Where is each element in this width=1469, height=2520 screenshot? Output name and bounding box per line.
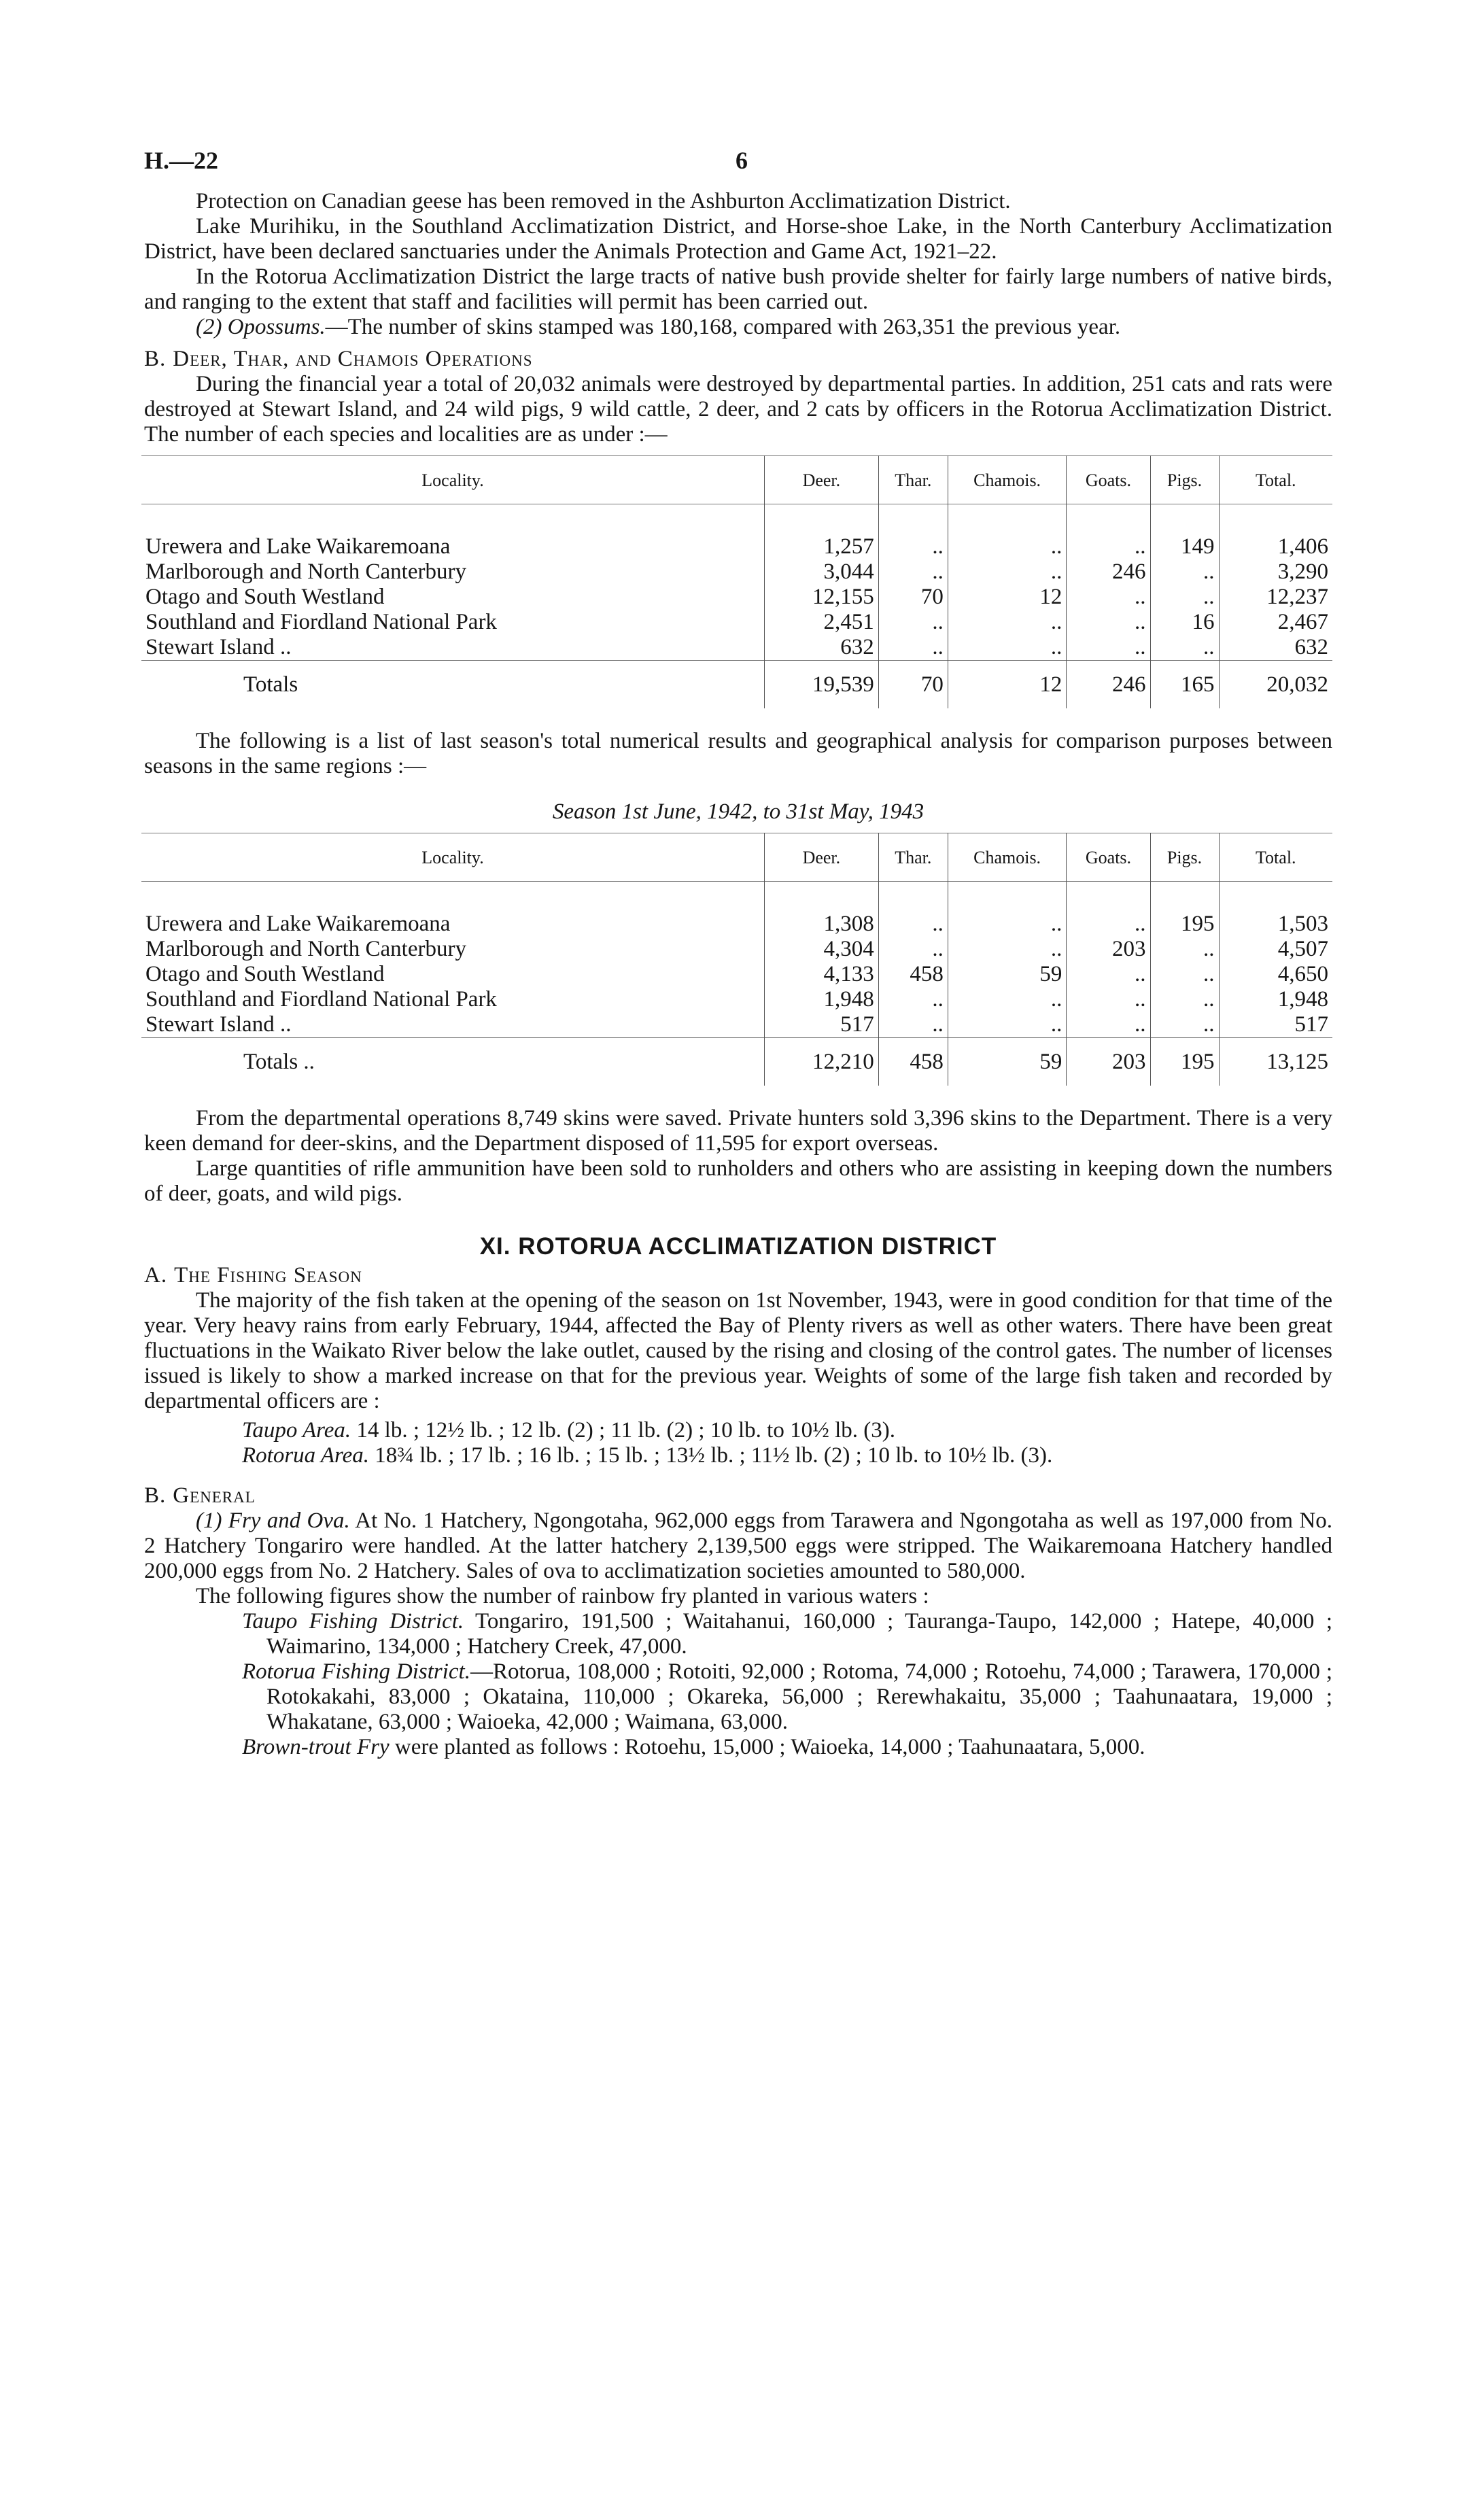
taupo-area-text: 14 lb. ; 12½ lb. ; 12 lb. (2) ; 11 lb. (2) ; 10 lb. to 10½ lb. (3). bbox=[351, 1418, 895, 1443]
paragraph-canadian-geese: Protection on Canadian geese has been removed in the Ashburton Acclimatization District. bbox=[196, 189, 1011, 213]
rotorua-area-weights bbox=[144, 1443, 1332, 1468]
table-row: Southland and Fiordland National Park 1,948 .. .. .. .. 1,948 bbox=[141, 987, 1332, 1012]
fry-and-ova-label: (1) Fry and Ova. bbox=[196, 1508, 350, 1533]
last-season-table bbox=[141, 833, 1332, 1086]
paragraph-ammunition: Large quantities of rifle ammunition have been sold to runholders and others who are assisting in keeping down the numbers of deer, goats, and wild pigs. bbox=[144, 1156, 1332, 1206]
section-b-general-heading bbox=[144, 1483, 1332, 1508]
table-row: Stewart Island .. 632 .. .. .. .. 632 bbox=[141, 635, 1332, 661]
section-a-title: The Fishing Season bbox=[174, 1263, 362, 1288]
brown-trout-fry-text: were planted as follows : Rotoehu, 15,000 ; Waioeka, 14,000 ; Taahunaatara, 5,000. bbox=[389, 1735, 1145, 1759]
col-locality: Locality. bbox=[421, 470, 484, 490]
taupo-area-label: Taupo Area. bbox=[242, 1418, 351, 1443]
paragraph-fry-and-ova bbox=[144, 1508, 1332, 1584]
rotorua-fishing-district-text: —Rotorua, 108,000 ; Rotoiti, 92,000 ; Rotoma, 74,000 ; Rotoehu, 74,000 ; Tarawera, 170,000 ; Rotokakahi, 83,000 ; Okataina, 110,000 ; Okareka, 56,000 ; Rerewhakaitu, 35,000 ; Taahunaatara, 19,000 ; Whakatane, 63,000 ; Waioeka, 42,000 ; Waimana, 63,000. bbox=[266, 1659, 1332, 1734]
table-row: Marlborough and North Canterbury 3,044 .. .. 246 .. 3,290 bbox=[141, 559, 1332, 585]
paragraph-animals-destroyed: During the financial year a total of 20,032 animals were destroyed by departmental parties. In addition, 251 cats and rats were destroyed at Stewart Island, and 24 wild pigs, 9 wild cattle, 2 deer, and 2 cats by officers in the Rotorua Acclimatization District. The number of each species and localities are as under :— bbox=[144, 372, 1332, 447]
table-totals-row: Totals .. 12,210 458 59 203 195 13,125 bbox=[141, 1038, 1332, 1086]
rotorua-area-text: 18¾ lb. ; 17 lb. ; 16 lb. ; 15 lb. ; 13½ lb. ; 11½ lb. (2) ; 10 lb. to 10½ lb. (3). bbox=[369, 1443, 1053, 1468]
table-row: Southland and Fiordland National Park 2,451 .. .. .. 16 2,467 bbox=[141, 610, 1332, 635]
section-b-general-letter: B. bbox=[144, 1483, 167, 1508]
section-a-letter: A. bbox=[144, 1263, 168, 1288]
section-b-heading bbox=[144, 347, 1332, 372]
col-locality: Locality. bbox=[421, 847, 484, 867]
table-totals-row: Totals 19,539 70 12 246 165 20,032 bbox=[141, 661, 1332, 709]
page-header bbox=[144, 148, 1332, 189]
col-total: Total. bbox=[1219, 456, 1332, 504]
table-row: Otago and South Westland 4,133 458 59 .. .. 4,650 bbox=[141, 962, 1332, 987]
col-pigs: Pigs. bbox=[1150, 833, 1219, 882]
table-header-row bbox=[141, 456, 1332, 504]
col-deer: Deer. bbox=[765, 833, 879, 882]
fry-and-ova-text: At No. 1 Hatchery, Ngongotaha, 962,000 eggs from Tarawera and Ngongotaha as well as 197,000 from No. 2 Hatchery Tongariro were handled. At the latter hatchery 2,139,500 eggs were stripped. The Waikaremoana Hatchery handled 200,000 eggs from No. 2 Hatchery. Sales of ova to acclimatization societies amounted to 580,000. bbox=[144, 1508, 1332, 1583]
col-deer: Deer. bbox=[765, 456, 879, 504]
col-thar: Thar. bbox=[878, 833, 948, 882]
operations-table bbox=[141, 455, 1332, 708]
table-row: Urewera and Lake Waikaremoana 1,257 .. .. .. 149 1,406 bbox=[141, 534, 1332, 559]
rotorua-fishing-district-label: Rotorua Fishing District. bbox=[242, 1659, 470, 1684]
paragraph-native-birds: In the Rotorua Acclimatization District the large tracts of native bush provide shelter for fairly large numbers of native birds, and ranging to the extent that staff and facilities will permit has been carried out. bbox=[144, 264, 1332, 314]
col-goats: Goats. bbox=[1067, 833, 1150, 882]
section-xi-heading: XI. ROTORUA ACCLIMATIZATION DISTRICT bbox=[479, 1233, 997, 1260]
col-goats: Goats. bbox=[1067, 456, 1150, 504]
paragraph-skins-saved: From the departmental operations 8,749 skins were saved. Private hunters sold 3,396 skins to the Department. There is a very keen demand for deer-skins, and the Department disposed of 11,595 for export overseas. bbox=[144, 1106, 1332, 1156]
paragraph-fishing-season: The majority of the fish taken at the opening of the season on 1st November, 1943, were in good condition for that time of the year. Very heavy rains from early February, 1944, affected the Bay of Plenty rivers as well as other waters. There have been great fluctuations in the Waikato River below the lake outlet, caused by the rising and closing of the control gates. The number of licenses issued is likely to show a marked increase on that for the previous year. Weights of some of the large fish taken and recorded by departmental officers are : bbox=[144, 1288, 1332, 1413]
table-row: Stewart Island .. 517 .. .. .. .. 517 bbox=[141, 1012, 1332, 1038]
paragraph-sanctuaries: Lake Murihiku, in the Southland Acclimatization District, and Horse-shoe Lake, in the North Canterbury Acclimatization District, have been declared sanctuaries under the Animals Protection and Game Act, 1921–22. bbox=[144, 214, 1332, 264]
col-total: Total. bbox=[1219, 833, 1332, 882]
section-b-letter: B. bbox=[144, 347, 167, 371]
col-pigs: Pigs. bbox=[1150, 456, 1219, 504]
document-page bbox=[144, 148, 1332, 1760]
section-b-title: Deer, Thar, and Chamois Operations bbox=[173, 347, 533, 371]
taupo-area-weights bbox=[144, 1418, 1332, 1443]
opossums-text: —The number of skins stamped was 180,168, compared with 263,351 the previous year. bbox=[325, 315, 1121, 339]
table-row: Marlborough and North Canterbury 4,304 .. .. 203 .. 4,507 bbox=[141, 937, 1332, 962]
document-reference: H.—22 bbox=[144, 147, 219, 174]
paragraph-opossums bbox=[144, 315, 1332, 340]
section-a-heading bbox=[144, 1263, 1332, 1288]
table-header-row bbox=[141, 833, 1332, 882]
opossums-label: (2) Opossums. bbox=[196, 315, 326, 339]
col-chamois: Chamois. bbox=[948, 456, 1067, 504]
season-title: Season 1st June, 1942, to 31st May, 1943 bbox=[552, 799, 924, 824]
table-row: Urewera and Lake Waikaremoana 1,308 .. .. .. 195 1,503 bbox=[141, 912, 1332, 937]
taupo-fishing-district-text: Tongariro, 191,500 ; Waitahanui, 160,000 ; Tauranga-Taupo, 142,000 ; Hatepe, 40,000 ; Waimarino, 134,000 ; Hatchery Creek, 47,000. bbox=[266, 1609, 1332, 1659]
rotorua-fishing-district bbox=[144, 1659, 1332, 1735]
paragraph-last-season: The following is a list of last season's total numerical results and geographical analysis for comparison purposes between seasons in the same regions :— bbox=[144, 729, 1332, 778]
taupo-fishing-district bbox=[144, 1609, 1332, 1659]
table-row: Otago and South Westland 12,155 70 12 .. .. 12,237 bbox=[141, 585, 1332, 610]
col-chamois: Chamois. bbox=[948, 833, 1067, 882]
section-b-general-title: General bbox=[173, 1483, 256, 1508]
paragraph-rainbow-fry: The following figures show the number of rainbow fry planted in various waters : bbox=[196, 1584, 929, 1608]
col-thar: Thar. bbox=[878, 456, 948, 504]
rotorua-area-label: Rotorua Area. bbox=[242, 1443, 369, 1468]
brown-trout-fry bbox=[144, 1735, 1332, 1760]
page-number: 6 bbox=[736, 147, 748, 174]
brown-trout-fry-label: Brown-trout Fry bbox=[242, 1735, 390, 1759]
taupo-fishing-district-label: Taupo Fishing District. bbox=[242, 1609, 464, 1634]
